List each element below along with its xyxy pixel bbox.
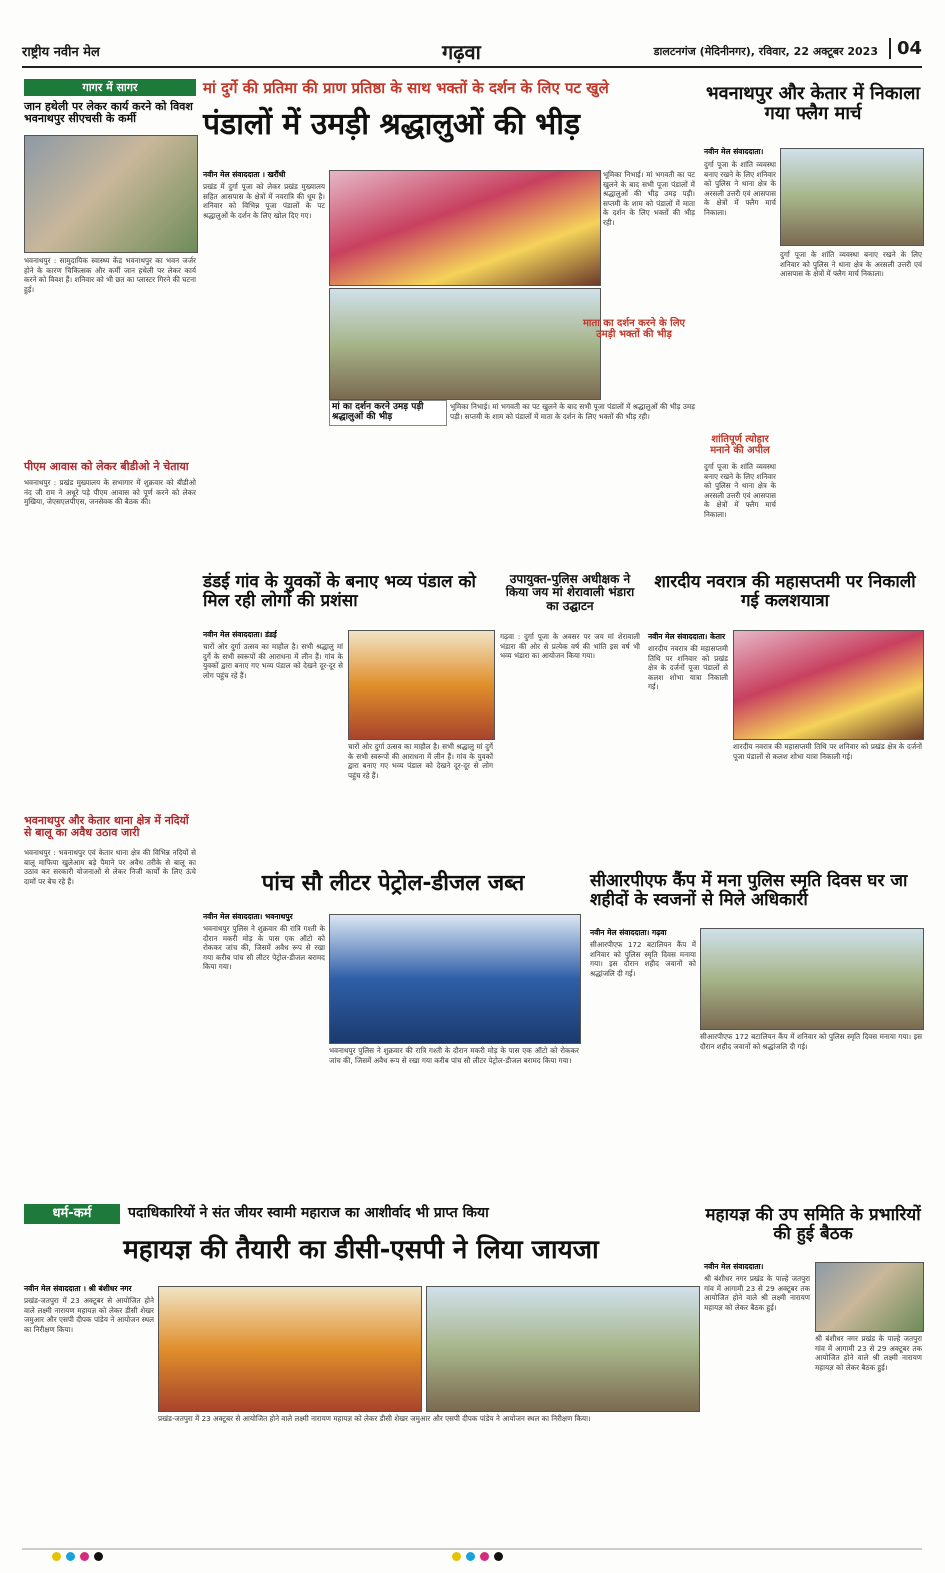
flagmarch-body-col3: दुर्गा पूजा के शांति व्यवस्था बनाए रखने के लिए शनिवार को पुलिस ने थाना क्षेत्र के अरसली उत्तरी एवं आसपास के क्षेत्रों में फ्लैग मार्च निकाला।: [704, 462, 776, 519]
section-title: गढ़वा: [442, 40, 481, 64]
sidebar-story3-headline: भवनाथपुर और केतार थाना क्षेत्र में नदियों से बालू का अवैध उठाव जारी: [24, 814, 189, 840]
bhandara-headline: उपायुक्त-पुलिस अधीक्षक ने किया जय मां शेरावाली भंडारा का उद्घाटन: [505, 572, 635, 613]
registration-dot: [466, 1552, 475, 1561]
crpf-byline: नवीन मेल संवाददाता। गढ़वा: [590, 928, 667, 937]
lead-body-col1: प्रखंड में दुर्गा पूजा को लेकर प्रखंड मुख्यालय सहित आसपास के क्षेत्रों में नवरात्रि की धूम है। शनिवार को विभिन्न पूजा पंडालों के पट श्रद्धालुओं के दर्शन के लिए खोल दिए गए।: [203, 182, 325, 220]
religion-body-col2: प्रखंड-जतपुरा में 23 अक्टूबर से आयोजित होने वाले लक्ष्मी नारायण महायज्ञ को लेकर डीसी शेखर जमुआर और एसपी दीपक पांडेय ने आयोजन स्थल का निरीक्षण किया।: [158, 1414, 591, 1423]
petrol-body-col2: भवनाथपुर पुलिस ने शुक्रवार की रात्रि गश्ती के दौरान मकरी मोड़ के पास एक ऑटो को रोककर जांच की, जिसमें अवैध रूप से रखा गया करीब पांच सौ लीटर पेट्रोल-डीजल बरामद किया गया।: [329, 1046, 579, 1065]
dandai-body-col2: चारों ओर दुर्गा उत्सव का माहौल है। सभी श्रद्धालु मां दुर्गे के सभी स्वरूपों की आराधना में लीन हैं। गांव के युवकों द्वारा बनाए गए भव्य पंडाल को देखने दूर-दूर से लोग पहुंच रहे हैं।: [348, 742, 493, 780]
committee-body-col2: श्री बंशीधर नगर प्रखंड के पाल्हे जतपुरा गांव में आगामी 23 से 29 अक्टूबर तक आयोजित होने वाले श्री लक्ष्मी नारायण महायज्ञ को लेकर बैठक हुई।: [815, 1334, 922, 1372]
religion-photo-left: [158, 1286, 422, 1412]
lead-photo-crowd: [329, 288, 601, 400]
sidebar-story3-body: भवनाथपुर : भवनाथपुर एवं केतार थाना क्षेत्र की विभिन्न नदियों से बालू माफिया खुलेआम बड़े पैमाने पर अवैध तरीके से बालू का उठाव कर सरकारी योजनाओं से लेकर निजी कार्यों के लिए ऊंचे दामों पर बेच रहे हैं।: [24, 848, 196, 886]
committee-body: श्री बंशीधर नगर प्रखंड के पाल्हे जतपुरा गांव में आगामी 23 से 29 अक्टूबर तक आयोजित होने वाले श्री लक्ष्मी नारायण महायज्ञ को लेकर बैठक हुई।: [704, 1274, 810, 1312]
religion-tag: धर्म-कर्म: [24, 1204, 120, 1224]
petrol-byline: नवीन मेल संवाददाता। भवनाथपुर: [203, 912, 293, 921]
bhandara-body: गढ़वा : दुर्गा पूजा के अवसर पर जय मां शेरावाली भंडारा की ओर से प्रत्येक वर्ष की भांति इस वर्ष भी भव्य भंडारा का आयोजन किया गया।: [500, 632, 640, 661]
sidebar-story2-body: भवनाथपुर : प्रखंड मुख्यालय के सभागार में शुक्रवार को बीडीओ नंद जी राम ने अधूरे पड़े पीएम आवास को पूर्ण करने को लेकर मुखिया, जेएसएलपीएस, जनसेवक की बैठक की।: [24, 478, 196, 507]
lead-kicker: मां दुर्गे की प्रतिमा की प्राण प्रतिष्ठा के साथ भक्तों के दर्शन के लिए पट खुले: [203, 79, 609, 97]
lead-photo-idol: [329, 170, 601, 286]
flagmarch-body: दुर्गा पूजा के शांति व्यवस्था बनाए रखने के लिए शनिवार को पुलिस ने थाना क्षेत्र के अरसली उत्तरी एवं आसपास के क्षेत्रों में फ्लैग मार्च निकाला।: [704, 160, 776, 217]
lead-byline: नवीन मेल संवाददाता । खरौंधी: [203, 170, 286, 179]
flagmarch-headline: भवनाथपुर और केतार में निकाला गया फ्लैग मार्च: [705, 83, 921, 125]
crpf-photo: [700, 928, 924, 1030]
masthead: [22, 38, 922, 68]
dandai-byline: नवीन मेल संवाददाता। डंडई: [203, 630, 277, 639]
kalash-body-col2: शारदीय नवरात्र की महासप्तमी तिथि पर शनिवार को प्रखंड क्षेत्र के दर्जनों पूजा पंडालों से कलश शोभा यात्रा निकाली गई।: [733, 742, 922, 761]
registration-dot: [94, 1552, 103, 1561]
registration-dot: [80, 1552, 89, 1561]
crpf-body: सीआरपीएफ 172 बटालियन कैंप में शनिवार को पुलिस स्मृति दिवस मनाया गया। इस दौरान शहीद जवानों को श्रद्धांजलि दी गई।: [590, 940, 696, 978]
sidebar-story2-headline: पीएम आवास को लेकर बीडीओ ने चेताया: [24, 460, 189, 473]
lead-body-col3: भूमिका निभाई। मां भगवती का पट खुलने के बाद सभी पूजा पंडालों में श्रद्धालुओं की भीड़ उमड़ पड़ी। सप्तमी के शाम को पंडालों में माता के दर्शन के लिए भक्तों की भीड़ रही।: [603, 170, 695, 227]
religion-body: प्रखंड-जतपुरा में 23 अक्टूबर से आयोजित होने वाले लक्ष्मी नारायण महायज्ञ को लेकर डीसी शेखर जमुआर और एसपी दीपक पांडेय ने आयोजन स्थल का निरीक्षण किया।: [24, 1296, 154, 1334]
registration-dot: [52, 1552, 61, 1561]
flagmarch-body-col2: दुर्गा पूजा के शांति व्यवस्था बनाए रखने के लिए शनिवार को पुलिस ने थाना क्षेत्र के अरसली उत्तरी एवं आसपास के क्षेत्रों में फ्लैग मार्च निकाला।: [780, 250, 922, 279]
committee-photo: [815, 1262, 924, 1332]
brand-name: राष्ट्रीय नवीन मेल: [22, 45, 100, 60]
sidebar-story1-body: भवनाथपुर : सामुदायिक स्वास्थ्य केंद्र भवनाथपुर का भवन जर्जर होने के कारण चिकित्सक और कर्मी जान हथेली पर लेकर कार्य करने को विवश हैं। शनिवार को भी छत का प्लास्टर गिरने की घटना हुई।: [24, 256, 196, 294]
sidebar-story1-headline: जान हथेली पर लेकर कार्य करने को विवश भवनाथपुर सीएचसी के कर्मी: [24, 100, 193, 126]
petrol-body: भवनाथपुर पुलिस ने शुक्रवार की रात्रि गश्ती के दौरान मकरी मोड़ के पास एक ऑटो को रोककर जांच की, जिसमें अवैध रूप से रखा गया करीब पांच सौ लीटर पेट्रोल-डीजल बरामद किया गया।: [203, 924, 325, 972]
kalash-byline: नवीन मेल संवाददाता। केतार: [648, 632, 726, 641]
dandai-body: चारों ओर दुर्गा उत्सव का माहौल है। सभी श्रद्धालु मां दुर्गे के सभी स्वरूपों की आराधना में लीन हैं। गांव के युवकों द्वारा बनाए गए भव्य पंडाल को देखने दूर-दूर से लोग पहुंच रहे हैं।: [203, 642, 343, 680]
committee-headline: महायज्ञ की उप समिति के प्रभारियों की हुई बैठक: [705, 1205, 921, 1245]
registration-dot: [494, 1552, 503, 1561]
religion-kicker: पदाधिकारियों ने संत जीयर स्वामी महाराज का आशीर्वाद भी प्राप्त किया: [128, 1205, 489, 1221]
registration-dot: [66, 1552, 75, 1561]
flagmarch-byline: नवीन मेल संवाददाता।: [704, 147, 764, 156]
lead-body-col4: भूमिका निभाई। मां भगवती का पट खुलने के बाद सभी पूजा पंडालों में श्रद्धालुओं की भीड़ उमड़ पड़ी। सप्तमी के शाम को पंडालों में माता के दर्शन के लिए भक्तों की भीड़ रही।: [450, 402, 695, 421]
lead-caption: मां का दर्शन करने उमड़ पड़ी श्रद्धालुओं की भीड़: [329, 400, 447, 426]
crpf-headline: सीआरपीएफ कैंप में मना पुलिस स्मृति दिवस घर जा शहीदों के स्वजनों से मिले अधिकारी: [590, 871, 908, 911]
flagmarch-photo: [780, 148, 924, 246]
petrol-headline: पांच सौ लीटर पेट्रोल-डीजल जब्त: [261, 871, 525, 896]
registration-dot: [480, 1552, 489, 1561]
kalash-headline: शारदीय नवरात्र की महासप्तमी पर निकाली गई कलशयात्रा: [654, 572, 916, 612]
registration-dot: [452, 1552, 461, 1561]
footer-strip: [22, 1548, 922, 1562]
committee-byline: नवीन मेल संवाददाता।: [704, 1262, 764, 1271]
kalash-body: शारदीय नवरात्र की महासप्तमी तिथि पर शनिवार को प्रखंड क्षेत्र के दर्जनों पूजा पंडालों से कलश शोभा यात्रा निकाली गई।: [648, 644, 728, 692]
petrol-photo: [329, 914, 581, 1044]
sidebar-photo: [24, 135, 198, 253]
kalash-photo: [733, 630, 924, 740]
flagmarch-subhead: शांतिपूर्ण त्योहार मनाने की अपील: [710, 434, 770, 457]
crpf-body-col2: सीआरपीएफ 172 बटालियन कैंप में शनिवार को पुलिस स्मृति दिवस मनाया गया। इस दौरान शहीद जवानों को श्रद्धांजलि दी गई।: [700, 1032, 922, 1051]
religion-byline: नवीन मेल संवाददाता । श्री बंशीधर नगर: [24, 1284, 132, 1293]
dateline: डालटनगंज (मेदिनीनगर), रविवार, 22 अक्टूबर 2023: [653, 45, 878, 58]
page-number: 04: [889, 38, 922, 59]
religion-photo-right: [426, 1286, 700, 1412]
dandai-headline: डंडई गांव के युवकों के बनाए भव्य पंडाल को मिल रही लोगों की प्रशंसा: [203, 572, 476, 612]
dandai-photo: [348, 630, 495, 740]
religion-headline: महायज्ञ की तैयारी का डीसी-एसपी ने लिया जायजा: [123, 1235, 599, 1265]
lead-headline: पंडालों में उमड़ी श्रद्धालुओं की भीड़: [203, 107, 581, 142]
sidebar-tag: गागर में सागर: [24, 79, 196, 96]
lead-subhead: माता का दर्शन करने के लिए उमड़ी भक्तों की भीड़: [582, 318, 686, 341]
